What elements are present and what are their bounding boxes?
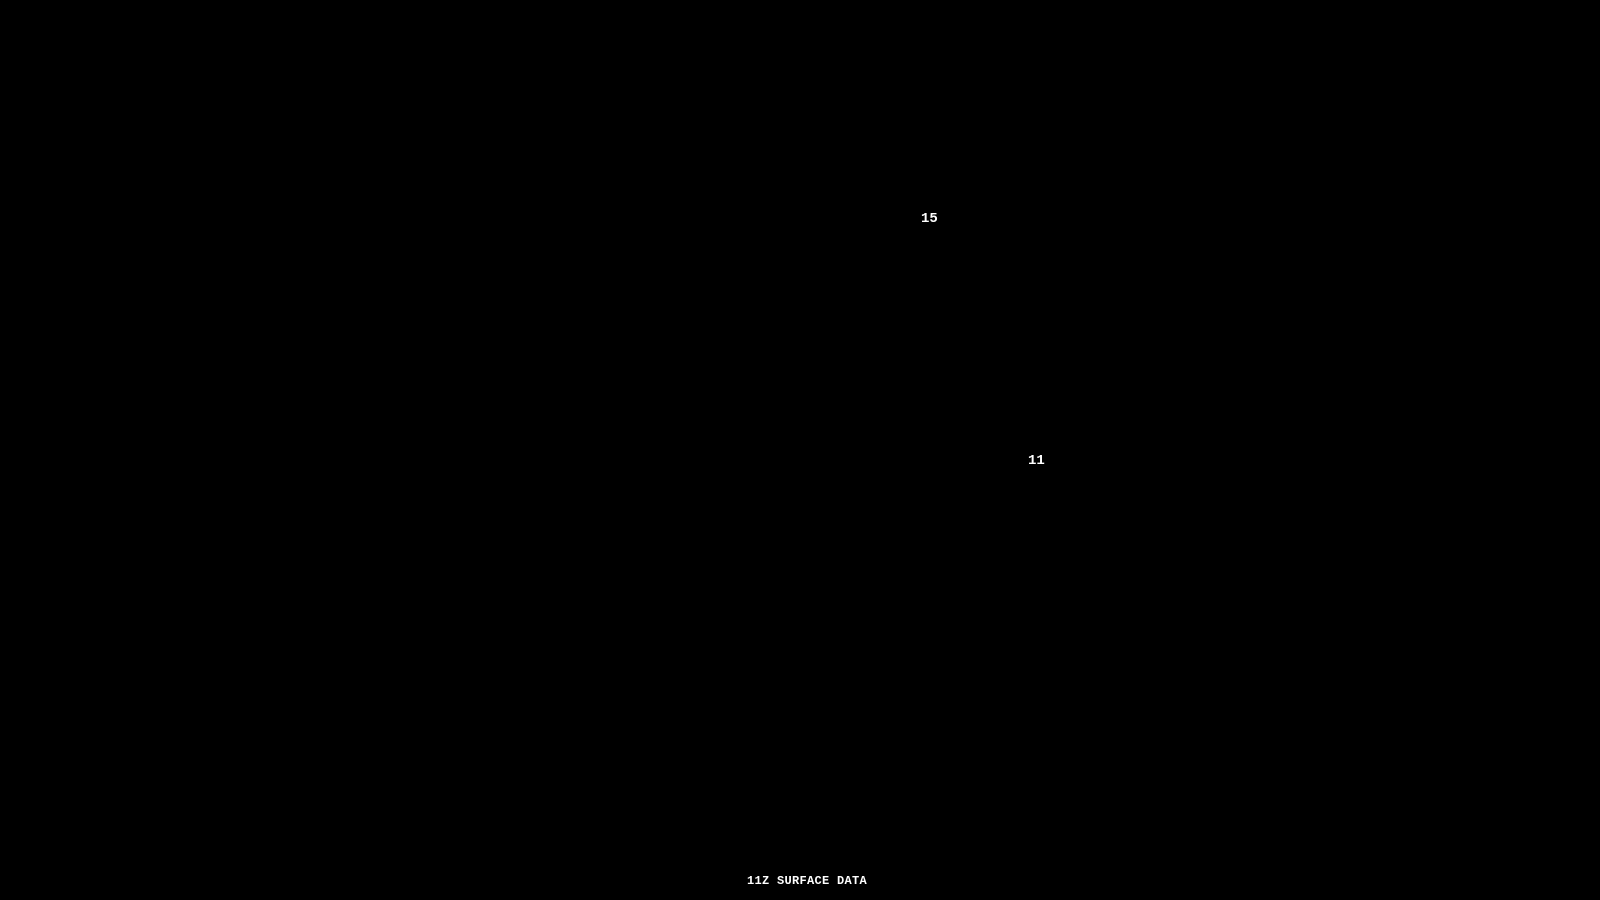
plot-title: 11Z SURFACE DATA bbox=[747, 874, 868, 888]
station-value: 15 bbox=[921, 211, 938, 227]
station-value: 11 bbox=[1028, 453, 1045, 469]
